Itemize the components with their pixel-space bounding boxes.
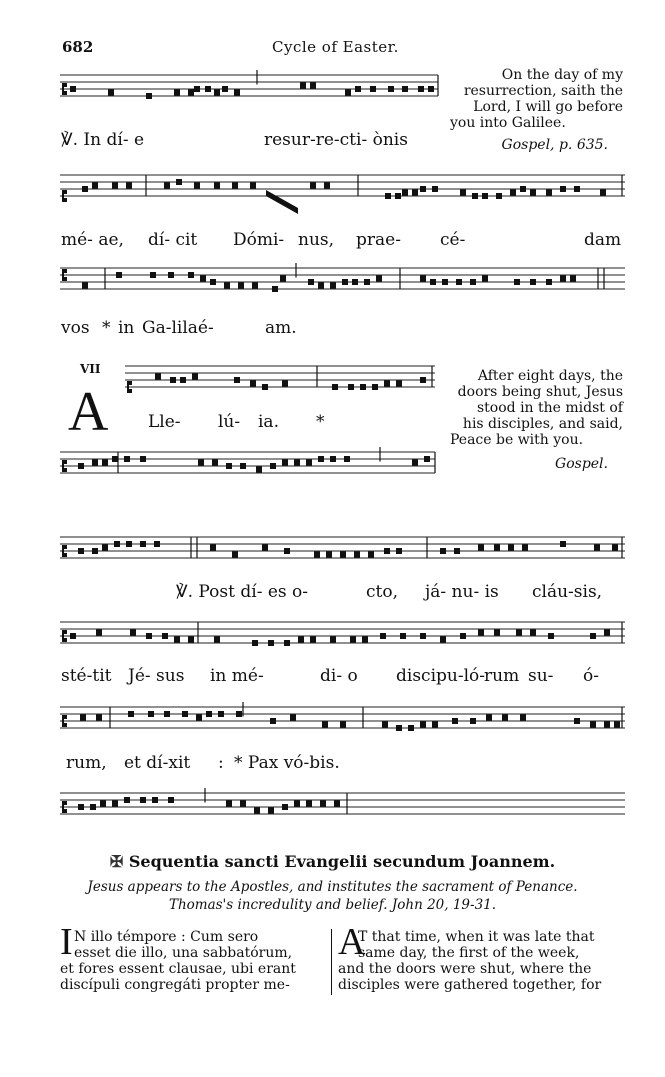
latin-initial: I — [60, 921, 73, 963]
english-initial: A — [338, 921, 366, 963]
ligature-slur — [264, 186, 304, 216]
chant-staff-4 — [125, 354, 435, 399]
running-title: Cycle of Easter. — [272, 38, 399, 56]
gospel-reference: Gospel, p. 635. — [501, 137, 608, 153]
initial-letter: A — [68, 381, 109, 443]
cross-icon: ✠ — [109, 852, 124, 871]
column-divider — [331, 929, 332, 995]
page-number: 682 — [62, 38, 94, 56]
chant-staff-2 — [60, 163, 625, 208]
chant-staff-1 — [60, 63, 438, 108]
english-text: T that time, when it was late that same day, the first of the week, and the doors were shut, where the disciples were gathered together, for — [338, 929, 602, 993]
chant-staff-9 — [60, 781, 625, 826]
chant-staff-3 — [60, 256, 625, 301]
alleluia-reference: Gospel. — [555, 456, 608, 472]
gospel-subtitle-2: Thomas's incredulity and belief. John 20, 19-31. — [168, 897, 497, 913]
chant-staff-7 — [60, 610, 625, 655]
alleluia-translation: After eight days, the doors being shut, Jesus stood in the midst of his disciples, and said, Peace be with you. — [450, 368, 623, 448]
chant-staff-5 — [60, 440, 435, 485]
latin-text: N illo témpore : Cum sero esset die illo, una sabbatórum, et fores essent clausae, ubi erant discípuli congregáti propter me- — [60, 929, 296, 993]
chant-staff-6 — [60, 525, 625, 570]
verse-translation: On the day of my resurrection, saith the Lord, I will go before you into Galilee. — [450, 67, 623, 131]
mode-number: VII — [80, 362, 101, 376]
gospel-subtitle-1: Jesus appears to the Apostles, and institutes the sacrament of Penance. — [87, 879, 578, 895]
gospel-title: ✠ Sequentia sancti Evangelii secundum Joannem. — [109, 852, 556, 871]
chant-staff-8 — [60, 695, 625, 740]
